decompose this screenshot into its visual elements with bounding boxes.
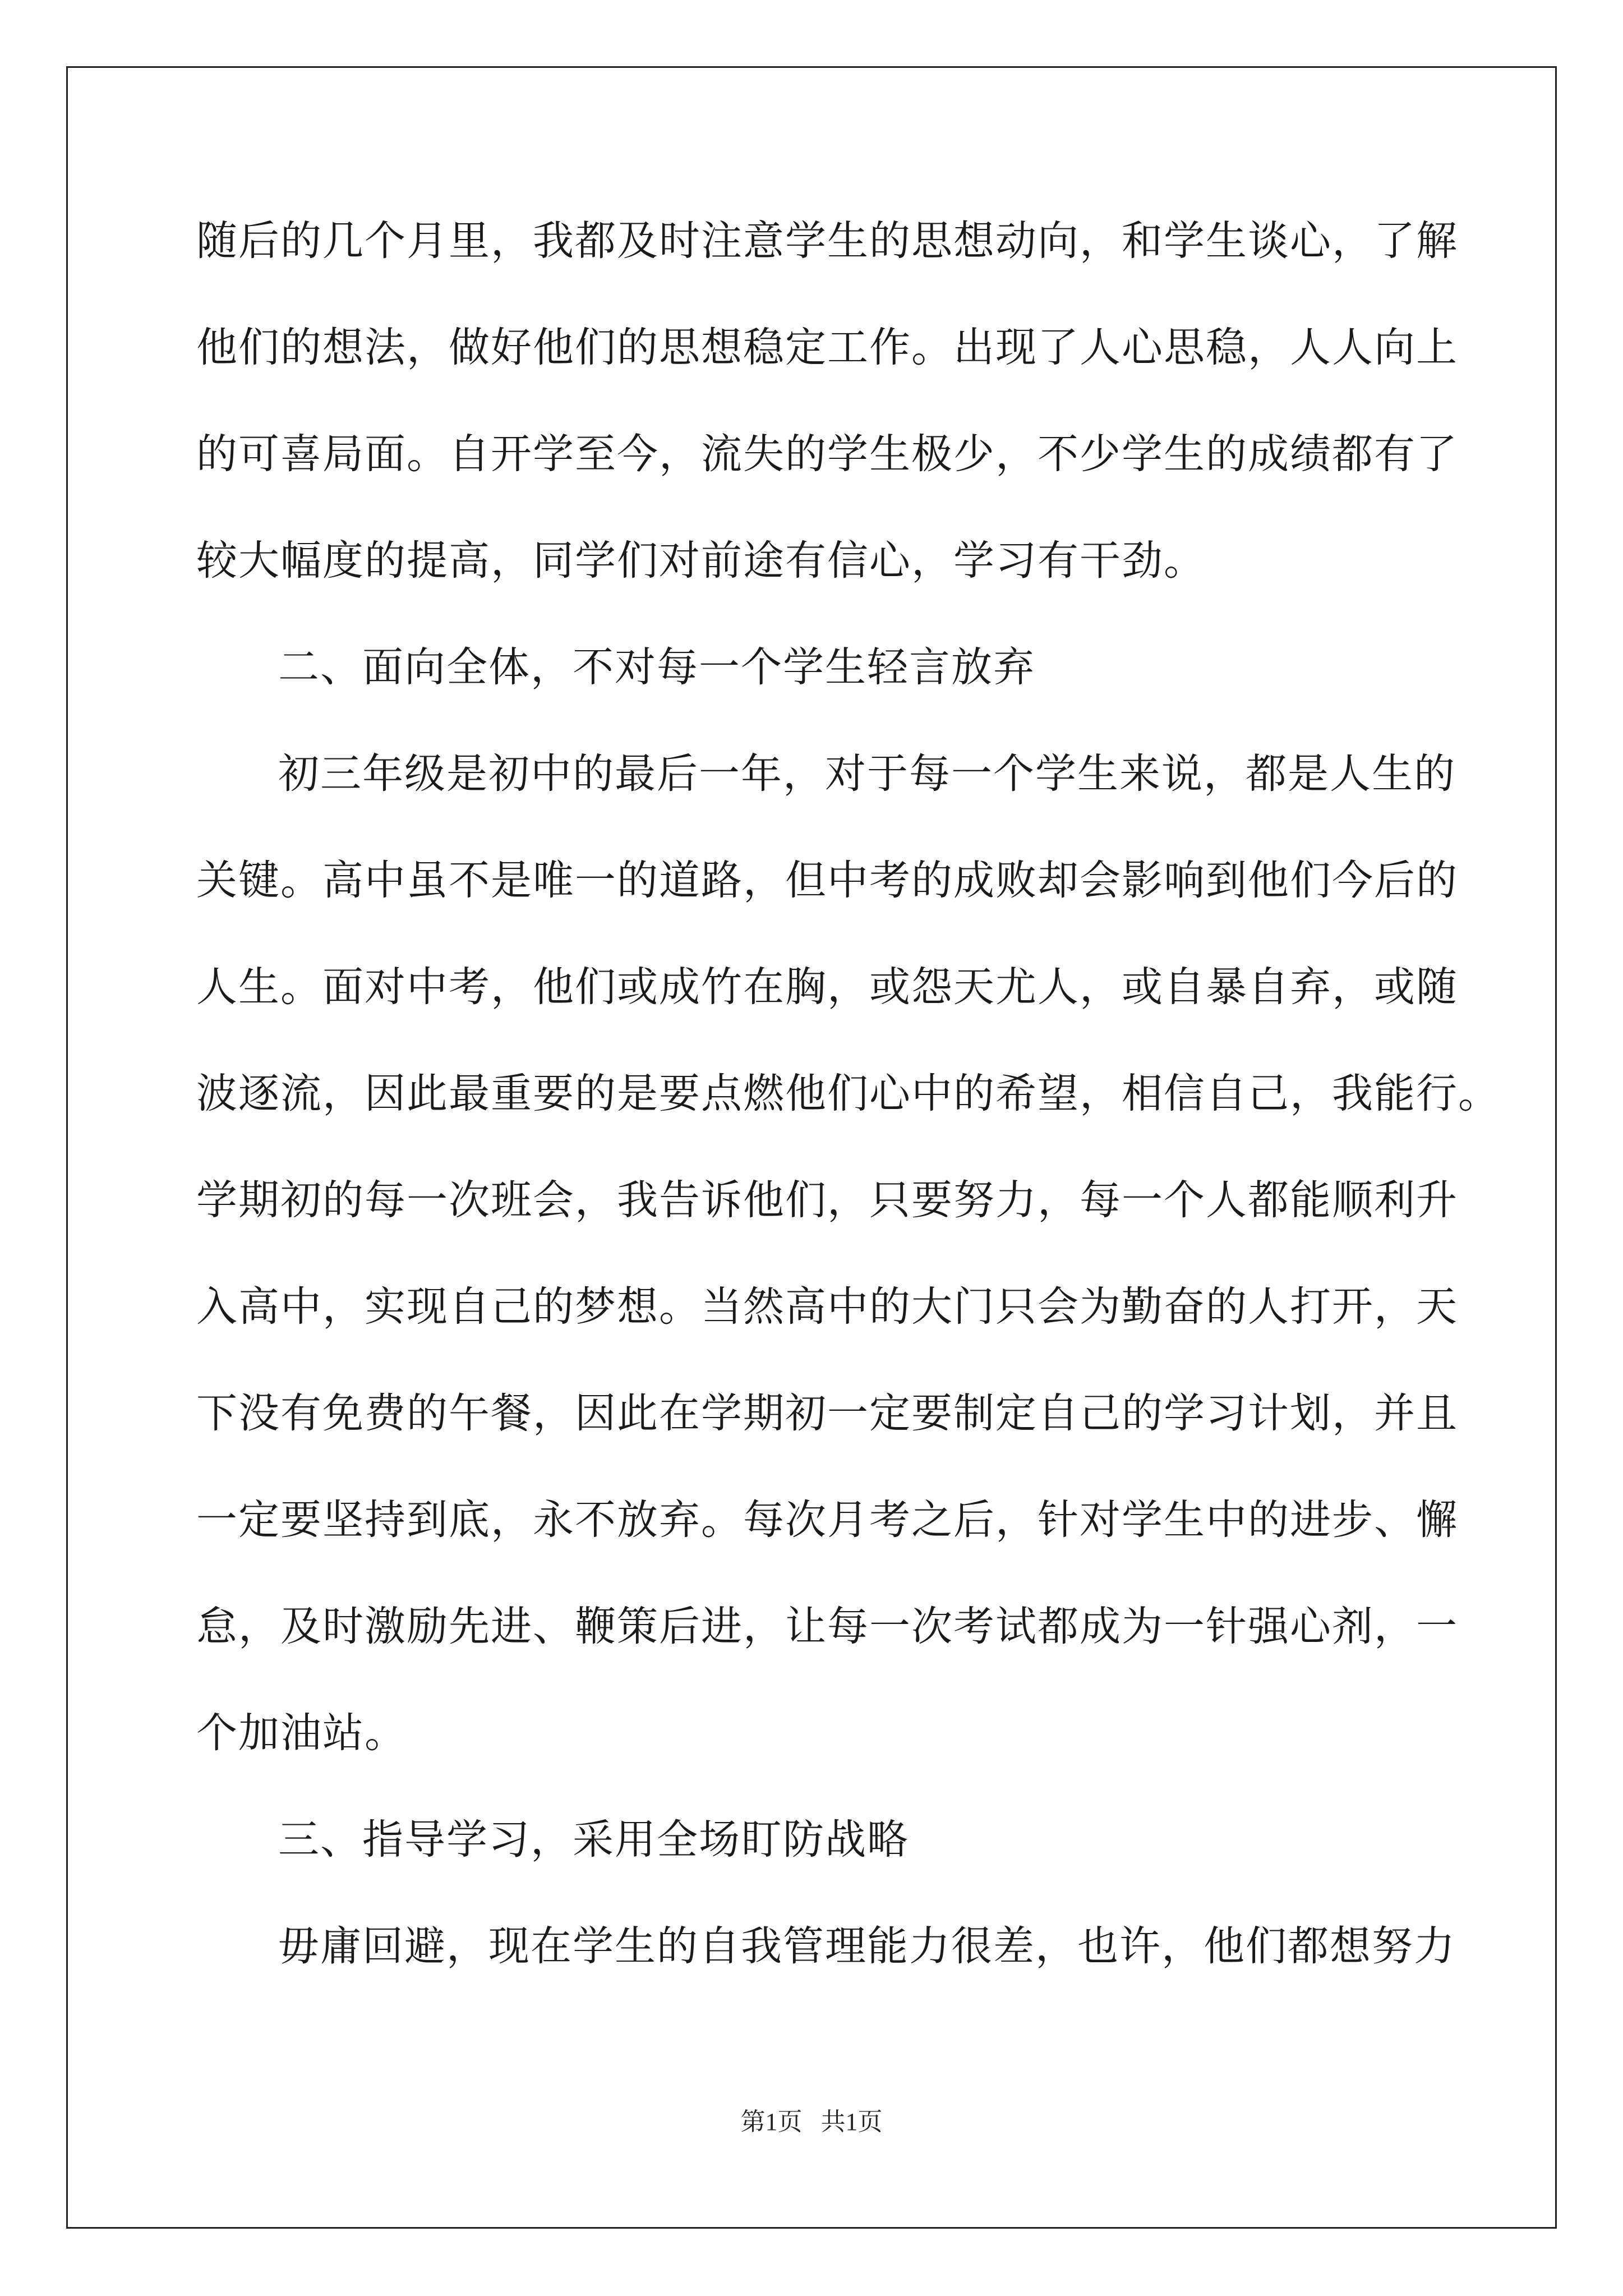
paragraph-line: 人生。面对中考，他们或成竹在胸，或怨天尤人，或自暴自弃，或随 xyxy=(196,963,1458,1011)
section-heading: 二、面向全体，不对每一个学生轻言放弃 xyxy=(278,643,1035,691)
paragraph-line: 学期初的每一次班会，我告诉他们，只要努力，每一个人都能顺利升 xyxy=(196,1176,1458,1224)
paragraph-line: 较大幅度的提高，同学们对前途有信心，学习有干劲。 xyxy=(196,537,1206,585)
paragraph-line: 毋庸回避，现在学生的自我管理能力很差，也许，他们都想努力 xyxy=(278,1922,1456,1970)
section-heading: 三、指导学习，采用全场盯防战略 xyxy=(278,1816,909,1864)
paragraph-line: 入高中，实现自己的梦想。当然高中的大门只会为勤奋的人打开，天 xyxy=(196,1283,1458,1331)
paragraph-line: 一定要坚持到底，永不放弃。每次月考之后，针对学生中的进步、懈 xyxy=(196,1496,1458,1544)
page-number-footer: 第1页 共1页 xyxy=(740,2108,883,2136)
paragraph-line: 个加油站。 xyxy=(196,1709,407,1757)
paragraph-line: 他们的想法，做好他们的思想稳定工作。出现了人心思稳，人人向上 xyxy=(196,324,1458,371)
paragraph-line: 初三年级是初中的最后一年，对于每一个学生来说，都是人生的 xyxy=(278,750,1456,798)
paragraph-line: 的可喜局面。自开学至今，流失的学生极少，不少学生的成绩都有了 xyxy=(196,430,1458,478)
paragraph-line: 关键。高中虽不是唯一的道路，但中考的成败却会影响到他们今后的 xyxy=(196,857,1458,904)
paragraph-line: 随后的几个月里，我都及时注意学生的思想动向，和学生谈心，了解 xyxy=(196,217,1458,265)
paragraph-line: 下没有免费的午餐，因此在学期初一定要制定自己的学习计划，并且 xyxy=(196,1389,1458,1437)
page-border xyxy=(66,66,1557,2229)
paragraph-line: 怠，及时激励先进、鞭策后进，让每一次考试都成为一针强心剂，一 xyxy=(196,1603,1458,1650)
paragraph-line: 波逐流，因此最重要的是要点燃他们心中的希望，相信自己，我能行。 xyxy=(196,1070,1500,1117)
